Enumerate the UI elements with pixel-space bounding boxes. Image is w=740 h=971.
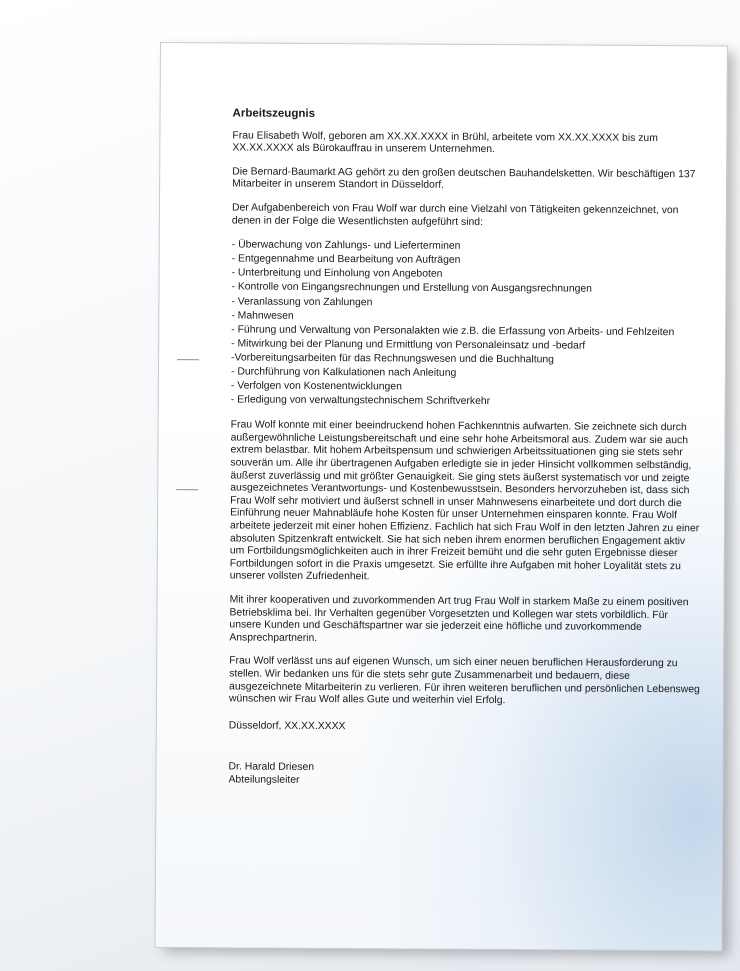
- paragraph-performance: Frau Wolf konnte mit einer beeindruckend hohen Fachkenntnis aufwarten. Sie zeichnete sich durch außergewöhnliche Leistungsbereitschaft und eine sehr hohe Arbeitsmoral aus. Zudem war sie auch extrem belastbar. Mit hohem Arbeitspensum und schwierigen Arbeitssituationen ging sie stets sehr souverän um. Alle ihr übertragenen Aufgaben erledigte sie in jeder Hinsicht vollkommen selbständig, äußerst zuverlässig und mit größter Genauigkeit. Sie ging stets äußerst systematisch vor und zeigte ausgezeichnetes Verantwortungs- und Kostenbewusstsein. Besonders hervorzuheben ist, dass sich Frau Wolf sehr motiviert und äußerst schnell in unser Mahnwesens einarbeitete und dort durch die Einführung neuer Mahnabläufe hohe Kosten für unser Unternehmen einsparen konnte. Frau Wolf arbeitete jederzeit mit einer hohen Effizienz. Fachlich hat sich Frau Wolf in den letzten Jahren zu einer absoluten Spitzenkraft entwickelt. Sie hat sich neben ihrem enormen beruflichen Engagement aktiv um Fortbildungsmöglichkeiten auch in ihrer Freizeit bemüht und die sehr guten Ergebnisse dieser Fortbildungen sofort in die Praxis umgesetzt. Sie erfüllte ihre Aufgaben mit hoher Loyalität stets zu unserer vollsten Zufriedenheit.: [229, 419, 700, 583]
- list-item: - Entgegennahme und Bearbeitung von Aufträgen: [231, 253, 461, 267]
- list-item: - Veranlassung von Zahlungen: [231, 295, 373, 308]
- list-item: - Unterbreitung und Einholung von Angeboten: [231, 267, 443, 281]
- paragraph-company: Die Bernard-Baumarkt AG gehört zu den großen deutschen Bauhandelsketten. Wir beschäftigen 137 Mitarbeiter in unserem Standort in Düsseldorf.: [232, 166, 696, 192]
- paragraph-employment: Frau Elisabeth Wolf, geboren am XX.XX.XXXX in Brühl, arbeitete vom XX.XX.XXXX bis zum XX.XX.XXXX als Bürokauffrau in unserem Unternehmen.: [232, 130, 658, 156]
- paragraph-tasks-intro: Der Aufgabenbereich von Frau Wolf war durch eine Vielzahl von Tätigkeiten gekennzeichnet, von denen in der Folge die Wesentlichsten aufgeführt sind:: [231, 202, 679, 228]
- signature-name: Dr. Harald Driesen: [228, 761, 315, 774]
- paragraph-closing: Frau Wolf verlässt uns auf eigenen Wunsch, um sich einer neuen beruflichen Herausforderung zu stellen. Wir bedanken uns für die stets sehr gute Zusammenarbeit und bedauern, diese ausgezeichnete Mitarbeiterin zu verlieren. Für ihren weiteren beruflichen und persönlichen Lebensweg wünschen wir Frau Wolf alles Gute und weiterhin viel Erfolg.: [228, 655, 700, 707]
- fold-mark-top: [177, 359, 199, 360]
- task-list: [231, 239, 704, 411]
- list-item: - Überwachung von Zahlungs- und Lieferterminen: [231, 239, 461, 252]
- document-page: [154, 42, 728, 951]
- list-item: - Kontrolle von Eingangsrechnungen und Erstellung von Ausgangsrechnungen: [231, 281, 592, 296]
- document-title: Arbeitszeugnis: [232, 107, 316, 120]
- list-item: - Mahnwesen: [231, 310, 294, 322]
- fold-mark-punch: [176, 489, 198, 490]
- list-item: - Mitwirkung bei der Planung und Ermittlung von Personaleinsatz und -bedarf: [231, 338, 586, 352]
- signature-role: Abteilungsleiter: [228, 774, 300, 787]
- letter-content: [228, 107, 704, 789]
- place-date: Düsseldorf, XX.XX.XXXX: [228, 720, 346, 732]
- list-item: -Vorbereitungsarbeiten für das Rechnungswesen und die Buchhaltung: [231, 352, 555, 366]
- list-item: - Führung und Verwaltung von Personalakten wie z.B. die Erfassung von Arbeits- und Fehlzeiten: [231, 324, 675, 338]
- list-item: - Durchführung von Kalkulationen nach Anleitung: [230, 366, 457, 379]
- paragraph-conduct: Mit ihrer kooperativen und zuvorkommenden Art trug Frau Wolf in starkem Maße zu einem positiven Betriebsklima bei. Ihr Verhalten gegenüber Vorgesetzten und Kollegen war stets vorbildlich. Für unsere Kunden und Geschäftspartner war sie jederzeit eine höfliche und zuvorkommende Ansprechpartnerin.: [229, 594, 689, 644]
- list-item: - Erledigung von verwaltungstechnischem Schriftverkehr: [230, 394, 491, 408]
- list-item: - Verfolgen von Kostenentwicklungen: [230, 380, 402, 393]
